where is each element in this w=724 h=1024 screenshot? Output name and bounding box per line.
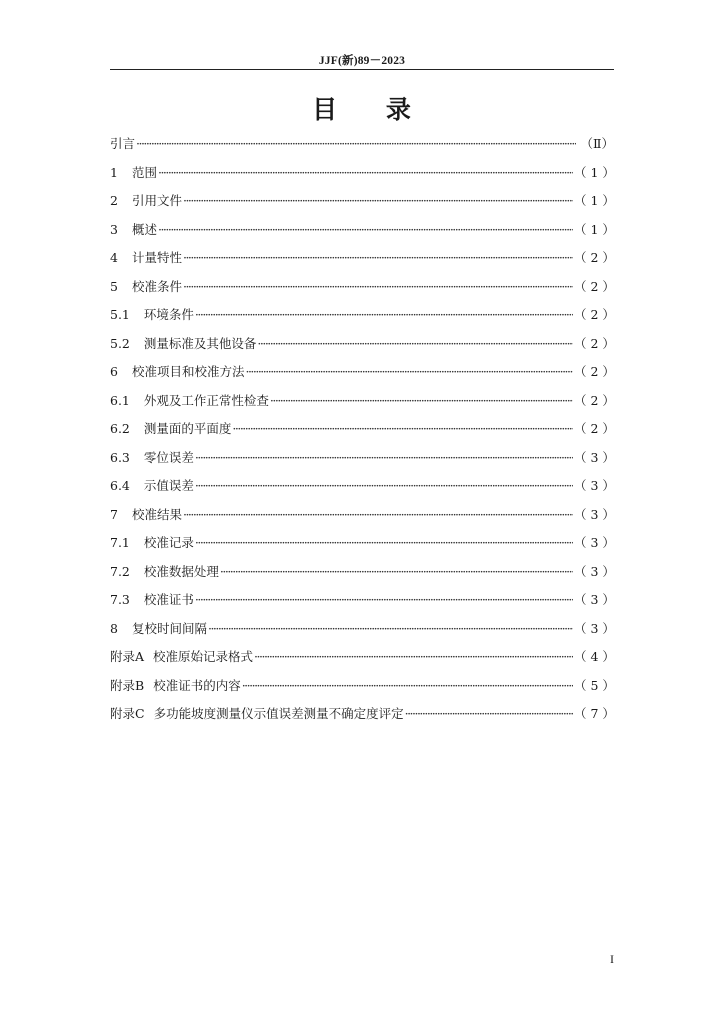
toc-entry-page: （ 3 ） xyxy=(574,449,615,465)
toc-entry-label: 复校时间间隔 xyxy=(131,620,207,636)
toc-dot-leader xyxy=(254,643,573,672)
toc-entry-number: 1 xyxy=(110,164,118,180)
toc-entry[interactable] xyxy=(110,159,614,188)
toc-entry-number: 附录C xyxy=(110,706,145,721)
toc-entry-number: 6.4 xyxy=(110,478,130,493)
toc-entry[interactable] xyxy=(110,672,614,701)
document-code-header: JJF(新)89－2023 xyxy=(318,55,406,67)
toc-entry-label: 校准项目和校准方法 xyxy=(131,364,245,379)
toc-entry-page: （ 3 ） xyxy=(574,535,615,550)
toc-entry-page: （ 1 ） xyxy=(574,221,615,237)
toc-entry-label: 外观及工作正常性检查 xyxy=(143,392,269,408)
toc-entry[interactable] xyxy=(110,501,614,530)
toc-entry-page: （ 2 ） xyxy=(574,250,615,265)
toc-entry-number: 4 xyxy=(110,250,118,265)
toc-entry[interactable] xyxy=(110,586,614,615)
toc-entry-page: （ 2 ） xyxy=(574,307,615,322)
toc-dot-leader xyxy=(405,700,573,729)
toc-entry-label: 校准数据处理 xyxy=(143,563,219,579)
toc-entry-number: 8 xyxy=(110,620,118,636)
toc-entry-label: 引用文件 xyxy=(131,193,182,208)
toc-entry-page: （ 7 ） xyxy=(574,706,615,721)
toc-entry-label: 零位误差 xyxy=(143,449,194,465)
toc-entry[interactable] xyxy=(110,273,614,302)
toc-entry-label: 环境条件 xyxy=(143,307,194,322)
toc-entry-label: 测量面的平面度 xyxy=(143,421,232,436)
toc-entry[interactable] xyxy=(110,216,614,245)
toc-entry-number: 附录B xyxy=(110,677,145,693)
toc-entry-page: （ 2 ） xyxy=(574,278,615,294)
toc-entry-number: 6.1 xyxy=(110,392,130,408)
toc-dot-leader xyxy=(158,159,573,188)
toc-entry-number: 7.2 xyxy=(110,563,130,579)
toc-entry-label: 计量特性 xyxy=(131,250,182,265)
toc-dot-leader xyxy=(183,244,573,273)
toc-dot-leader xyxy=(195,586,573,615)
toc-entry-page: （ 2 ） xyxy=(574,392,615,408)
toc-entry[interactable] xyxy=(110,444,614,473)
toc-entry-number: 6.2 xyxy=(110,421,130,436)
toc-entry[interactable] xyxy=(110,529,614,558)
toc-entry[interactable] xyxy=(110,615,614,644)
toc-dot-leader xyxy=(270,387,573,416)
toc-entry-page: （ 2 ） xyxy=(574,335,615,351)
toc-dot-leader xyxy=(232,415,573,444)
toc-entry-page: （ 3 ） xyxy=(574,563,615,579)
page-number: I xyxy=(610,952,614,966)
toc-entry-label: 校准原始记录格式 xyxy=(153,649,254,664)
toc-entry-label: 校准证书 xyxy=(143,592,194,607)
toc-dot-leader xyxy=(183,501,573,530)
toc-entry-page: （ 2 ） xyxy=(574,364,615,379)
toc-dot-leader xyxy=(245,358,573,387)
toc-dot-leader xyxy=(220,558,573,587)
page-title: 目 录 xyxy=(312,95,412,124)
toc-entry-label: 校准证书的内容 xyxy=(153,677,241,693)
toc-entry-number: 6.3 xyxy=(110,449,130,465)
toc-dot-leader xyxy=(195,444,573,473)
toc-dot-leader xyxy=(158,216,573,245)
toc-entry[interactable] xyxy=(110,330,614,359)
toc-entry[interactable] xyxy=(110,643,614,672)
toc-entry-label: 引言 xyxy=(110,136,136,151)
toc-entry[interactable] xyxy=(110,301,614,330)
toc-dot-leader xyxy=(242,672,573,701)
toc-entry-number: 3 xyxy=(110,221,118,237)
toc-entry-label: 范围 xyxy=(131,164,157,180)
toc-dot-leader xyxy=(136,130,576,159)
toc-entry-page: （ 2 ） xyxy=(574,421,615,436)
toc-entry-page: （ 3 ） xyxy=(574,478,615,493)
toc-dot-leader xyxy=(195,301,573,330)
toc-entry-number: 5 xyxy=(110,278,118,294)
toc-entry[interactable] xyxy=(110,415,614,444)
toc-entry-label: 概述 xyxy=(131,221,157,237)
table-of-contents xyxy=(110,130,614,729)
toc-entry-number: 2 xyxy=(110,193,118,208)
toc-entry-number: 7.1 xyxy=(110,535,130,550)
toc-entry[interactable] xyxy=(110,358,614,387)
toc-entry[interactable] xyxy=(110,187,614,216)
toc-entry-label: 校准结果 xyxy=(131,506,182,522)
toc-entry[interactable] xyxy=(110,472,614,501)
toc-entry-page: （ 1 ） xyxy=(574,164,615,180)
toc-entry[interactable] xyxy=(110,700,614,729)
toc-dot-leader xyxy=(183,273,573,302)
toc-entry-number: 7 xyxy=(110,506,118,522)
toc-entry-label: 测量标准及其他设备 xyxy=(143,335,257,351)
toc-dot-leader xyxy=(195,529,573,558)
toc-entry-page: （ 4 ） xyxy=(574,649,615,664)
toc-dot-leader xyxy=(183,187,573,216)
toc-dot-leader xyxy=(257,330,573,359)
toc-entry-number: 5.2 xyxy=(110,335,130,351)
toc-entry[interactable] xyxy=(110,387,614,416)
toc-entry[interactable] xyxy=(110,558,614,587)
toc-entry[interactable] xyxy=(110,244,614,273)
toc-entry-number: 5.1 xyxy=(110,307,130,322)
toc-entry-label: 校准记录 xyxy=(143,535,194,550)
toc-entry-page: （ 3 ） xyxy=(574,592,615,607)
toc-entry-page: （ 5 ） xyxy=(574,677,615,693)
toc-entry[interactable] xyxy=(110,130,614,159)
toc-entry-label: 校准条件 xyxy=(131,278,182,294)
toc-entry-number: 7.3 xyxy=(110,592,130,607)
toc-dot-leader xyxy=(208,615,573,644)
toc-entry-page: （ 3 ） xyxy=(574,506,615,522)
toc-entry-label: 多功能坡度测量仪示值误差测量不确定度评定 xyxy=(153,706,404,721)
toc-entry-page: （ 3 ） xyxy=(574,620,615,636)
toc-entry-number: 附录A xyxy=(110,649,145,664)
header-divider xyxy=(110,69,614,70)
toc-dot-leader xyxy=(195,472,573,501)
toc-entry-number: 6 xyxy=(110,364,118,379)
toc-entry-page: （ 1 ） xyxy=(574,193,615,208)
toc-entry-label: 示值误差 xyxy=(143,478,194,493)
toc-entry-page: （Ⅱ） xyxy=(580,136,614,151)
